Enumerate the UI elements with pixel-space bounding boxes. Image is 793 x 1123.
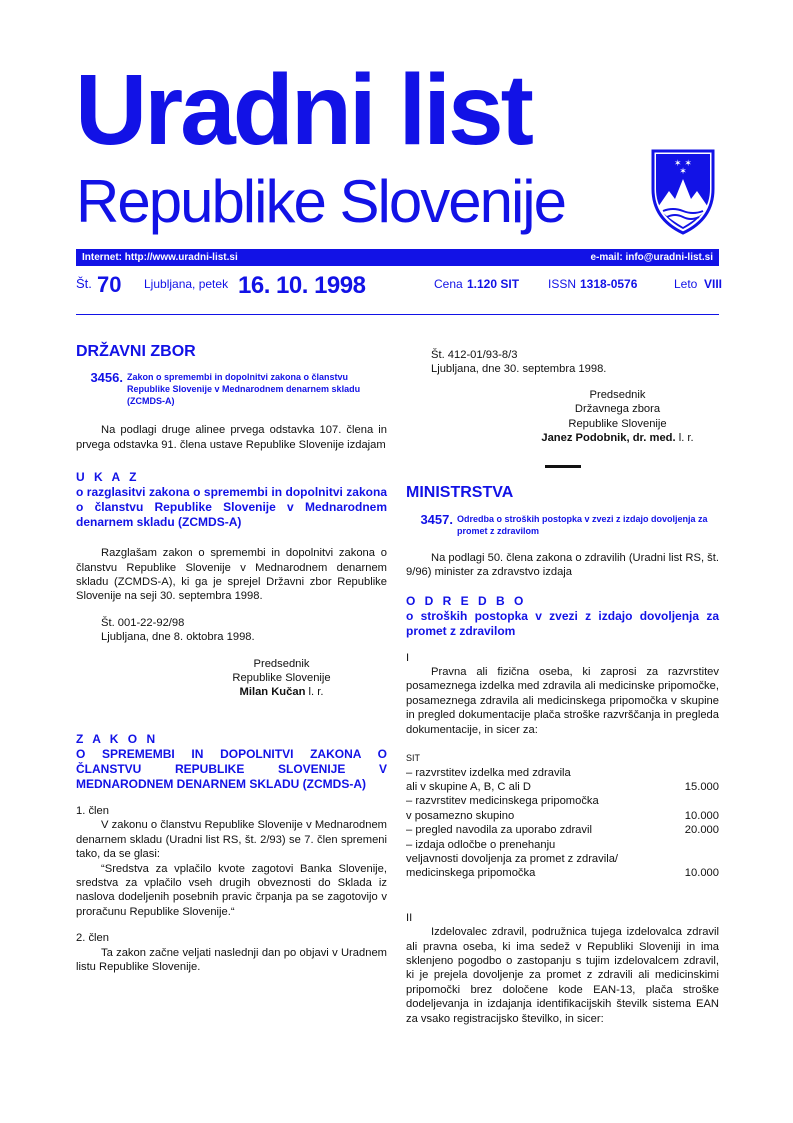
part-heading: II <box>406 911 413 924</box>
fee-label: – razvrstitev medicinskega pripomočka <box>406 795 599 808</box>
svg-text:✶ ✶: ✶ ✶ <box>674 159 692 169</box>
fee-value <box>669 766 719 780</box>
fee-row <box>406 852 719 866</box>
reference-number: Št. 001-22-92/98 <box>101 616 185 629</box>
fee-label: – razvrstitev izdelka med zdravila <box>406 766 571 779</box>
signature-suffix: l. r. <box>675 432 694 445</box>
act-title: Zakon o spremembi in dopolnitvi zakona o članstvu Republike Slovenije v Mednarodnem denarnem skladu (ZCMDS-A) <box>127 372 361 407</box>
left-column <box>76 345 387 974</box>
website-link[interactable]: Internet: http://www.uradni-list.si <box>82 252 238 263</box>
fee-value: 20.000 <box>684 824 719 837</box>
fee-value: 10.000 <box>684 867 719 880</box>
signature-role: Predsednik <box>589 388 646 401</box>
fee-value <box>669 852 719 866</box>
issn-label: ISSN <box>548 277 577 291</box>
fee-value <box>669 838 719 852</box>
part-text: Pravna ali fizična oseba, ki zaprosi za razvrstitev posameznega izdelka med zdravila ali medicinske pripomočke, posameznega zdravila ali medicinskega pripomočka v skupine in pregled dokumentacije plača stroške razvrščanja in pregleda dokumentacije, in sicer za: <box>406 666 719 736</box>
price-value: 1.120 SIT <box>467 277 520 291</box>
article-text: V zakonu o članstvu Republike Slovenije v Mednarodnem denarnem skladu (Uradni list RS, št. 2/93) se 7. člen spremeni tako, da se glasi: <box>76 819 387 861</box>
fee-row <box>406 794 719 808</box>
article-heading: 2. člen <box>76 932 109 945</box>
fee-row <box>406 866 719 880</box>
signature-role: Republike Slovenije <box>568 417 667 430</box>
intro-paragraph: Na podlagi 50. člena zakona o zdravilih (Uradni list RS, št. 9/96) minister za zdravstvo izdaja <box>406 551 719 579</box>
signature-role: Državnega zbora <box>574 403 661 416</box>
section-heading: DRŽAVNI ZBOR <box>76 343 196 360</box>
svg-text:✶: ✶ <box>679 167 687 177</box>
fee-row <box>406 838 719 852</box>
signature-line <box>176 685 387 699</box>
fee-label: – izdaja odločbe o prenehanju <box>406 838 556 851</box>
separator-dash <box>545 465 581 468</box>
fee-label: – pregled navodila za uporabo zdravil <box>406 824 592 837</box>
part-text: Izdelovalec zdravil, podružnica tujega izdelovalca zdravil ali pravna oseba, ki ima sedež v Republiki Sloveniji in ima sklenjeno pogodbo o zastopanju s tujim izdelovalcem zdravil, ki je prejela dovoljenje za promet z zdravili ali medicinskimi pripomočki brez določene kode EAN-13, plača stroške dodeljevanja in izdajanja identifikacijskih številk sistema EAN za vsako registracijsko številko, in sicer: <box>406 926 719 1025</box>
fee-label: veljavnosti dovoljenja za promet z zdravila/ <box>406 852 619 865</box>
fee-unit: SIT <box>406 753 421 764</box>
fee-table <box>406 766 719 881</box>
fee-label: v posamezno skupino <box>406 809 515 822</box>
fee-value <box>669 794 719 808</box>
fee-row <box>406 766 719 780</box>
price-label: Cena <box>434 277 463 291</box>
act-number: 3456. <box>90 370 123 386</box>
fee-label: ali v skupine A, B, C ali D <box>406 780 531 793</box>
act-header <box>76 371 387 407</box>
fee-value: 10.000 <box>684 809 719 822</box>
issue-place-day: Ljubljana, petek <box>144 277 229 291</box>
fee-row <box>406 809 719 823</box>
reference-date: Ljubljana, dne 30. septembra 1998. <box>431 363 607 376</box>
signature-suffix: l. r. <box>305 686 324 699</box>
act-number: 3457. <box>420 511 453 527</box>
act-title: Odredba o stroških postopka v zvezi z izdajo dovoljenja za promet z zdravilom <box>457 513 708 536</box>
issue-info <box>76 272 723 302</box>
signature-name: Janez Podobnik, dr. med. <box>541 432 676 445</box>
reference-date: Ljubljana, dne 8. oktobra 1998. <box>101 631 255 644</box>
publication-title: Uradni list <box>75 54 531 166</box>
fee-label: medicinskega pripomočka <box>406 867 536 880</box>
section-heading: MINISTRSTVA <box>406 484 514 502</box>
signature-block <box>176 657 387 700</box>
fee-row <box>406 780 719 794</box>
coat-of-arms-icon <box>651 149 715 235</box>
part-heading: I <box>406 651 410 664</box>
issue-number: 70 <box>97 272 122 297</box>
ukaz-heading: U K A Z <box>76 470 140 485</box>
fee-row <box>406 823 719 837</box>
signature-block <box>516 388 719 446</box>
fee-value: 15.000 <box>684 780 719 793</box>
article-text: Ta zakon začne veljati naslednji dan po objavi v Uradnem listu Republike Slovenije. <box>76 946 387 973</box>
odredbo-heading: O D R E D B O <box>406 593 527 608</box>
contact-bar <box>76 249 719 266</box>
ukaz-title: o razglasitvi zakona o spremembi in dopolnitvi zakona o članstvu Republike Slovenije v Mednarodnem denarnem skladu (ZCMDS-A) <box>76 485 387 530</box>
signature-role: Predsednik <box>253 657 310 670</box>
header-rule <box>76 314 719 315</box>
proclamation-paragraph: Razglašam zakon o spremembi in dopolnitvi zakona o članstvu Republike Slovenije v Mednarodnem denarnem skladu (ZCMDS-A), ki ga je sprejel Državni zbor Republike Slovenije na seji 30. septembra 1998. <box>76 547 387 603</box>
signature-line <box>516 431 719 445</box>
issn-value: 1318-0576 <box>580 277 638 291</box>
issue-number-label: Št. <box>76 276 92 291</box>
act-header <box>406 513 719 537</box>
right-column <box>406 345 719 1026</box>
law-title: O SPREMEMBI IN DOPOLNITVI ZAKONA O ČLANSTVU REPUBLIKE SLOVENIJE V MEDNARODNEM DENARNEM SKLADU (ZCMDS-A) <box>76 746 387 791</box>
issue-date: 16. 10. 1998 <box>238 272 366 299</box>
article-heading: 1. člen <box>76 804 109 817</box>
volume-label: Leto <box>674 277 698 291</box>
intro-paragraph: Na podlagi druge alinee prvega odstavka 107. člena in prvega odstavka 91. člena ustave Republike Slovenije izdajam <box>76 424 387 451</box>
publication-subtitle: Republike Slovenije <box>76 168 565 235</box>
reference-number: Št. 412-01/93-8/3 <box>431 349 518 361</box>
email-link[interactable]: e-mail: info@uradni-list.si <box>590 252 713 263</box>
signature-name: Milan Kučan <box>239 686 306 699</box>
law-heading: Z A K O N <box>76 731 159 746</box>
odredbo-title: o stroških postopka v zvezi z izdajo dovoljenja za promet z zdravilom <box>406 608 719 638</box>
volume-value: VIII <box>704 277 723 291</box>
signature-role: Republike Slovenije <box>232 672 331 685</box>
article-quote: “Sredstva za vplačilo kvote zagotovi Banka Slovenije, sredstva za vplačilo vseh drugih obveznosti do Sklada iz naslova dodeljenih posebnih pravic črpanja pa se zagotovijo v proračunu Republike Slovenije.“ <box>76 862 387 918</box>
